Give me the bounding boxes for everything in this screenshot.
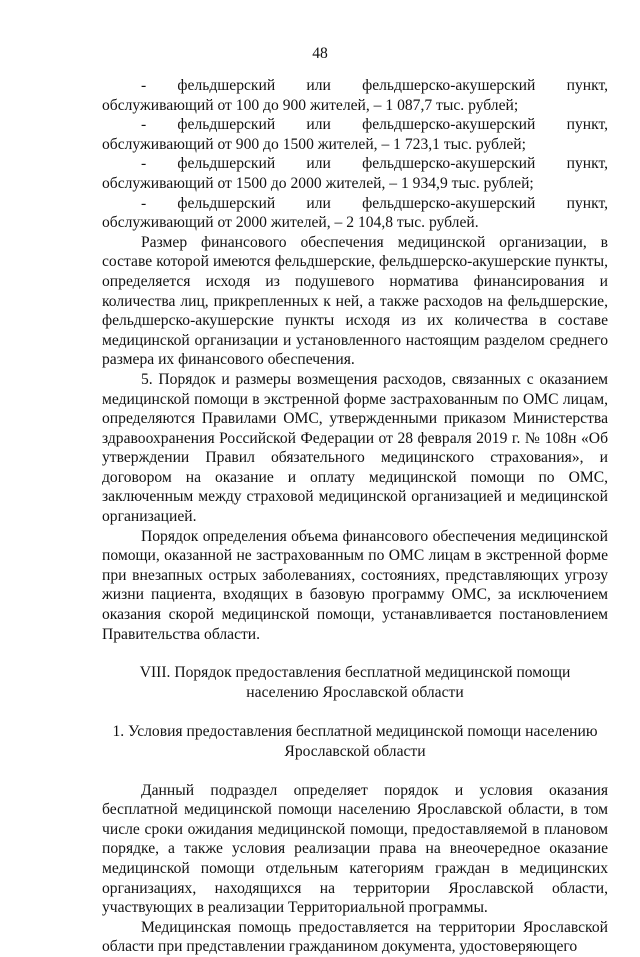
paragraph-uninsured-order: Порядок определения объема финансового обеспечения медицинской помощи, оказанной не застрахованным по ОМС лицам в экстренной форме при внезапных острых заболеваниях, состояниях, представляющих угрозу жизни пациента, входящих в базовую программу ОМС, за исключением оказания скорой медицинской помощи, устанавливается постановлением Правительства области. xyxy=(102,527,608,643)
paragraph-financing-size: Размер финансового обеспечения медицинской организации, в составе которой имеются фельдшерские, фельдшерско-акушерские пункты, определяется исходя из подушевого норматива финансирования и количества лиц, прикрепленных к ней, а также расходов на фельдшерские, фельдшерско-акушерские пункты исходя из их количества в составе медицинской организации и установленного настоящим разделом среднего размера их финансового обеспечения. xyxy=(102,233,608,369)
paragraph-fap-1500-2000: - фельдшерский или фельдшерско-акушерский пункт, обслуживающий от 1500 до 2000 жителей, – 1 934,9 тыс. рублей; xyxy=(102,155,608,192)
paragraph-fap-100-900: - фельдшерский или фельдшерско-акушерский пункт, обслуживающий от 100 до 900 жителей, – 1 087,7 тыс. рублей; xyxy=(102,77,608,114)
paragraph-fap-2000: - фельдшерский или фельдшерско-акушерский пункт, обслуживающий от 2000 жителей, – 2 104,8 тыс. рублей. xyxy=(102,194,608,232)
paragraph-subsection-intro: Данный подраздел определяет порядок и условия оказания бесплатной медицинской помощи населению Ярославской области, в том числе сроки ожидания медицинской помощи, предоставляемой в плановом порядке, а также условия реализации права на внеочередное оказание медицинской помощи отдельным категориям граждан в медицинских организациях, находящихся на территории Ярославской области, участвующих в реализации Территориальной программы. xyxy=(102,781,608,917)
paragraph-item-5: 5. Порядок и размеры возмещения расходов, связанных с оказанием медицинской помощи в экстренной форме застрахованным по ОМС лицам, определяются Правилами ОМС, утвержденными приказом Министерства здравоохранения Российской Федерации от 28 февраля 2019 г. № 108н «Об утверждении Правил обязательного медицинского страхования», и договором на оказание и оплату медицинской помощи по ОМС, заключенным между страховой медицинской организацией и медицинской организацией. xyxy=(102,370,608,526)
page-number: 48 xyxy=(312,45,328,62)
paragraph-fap-900-1500: - фельдшерский или фельдшерско-акушерский пункт, обслуживающий от 900 до 1500 жителей, – 1 723,1 тыс. рублей; xyxy=(102,116,608,153)
paragraph-document-presentation: Медицинская помощь предоставляется на территории Ярославской области при представлении гражданином документа, удостоверяющего xyxy=(102,918,608,956)
document-body xyxy=(102,76,608,957)
section-heading: VIII. Порядок предоставления бесплатной медицинской помощи населению Ярославской области xyxy=(139,664,571,701)
subsection-heading: 1. Условия предоставления бесплатной медицинской помощи населению Ярославской области xyxy=(112,723,598,760)
